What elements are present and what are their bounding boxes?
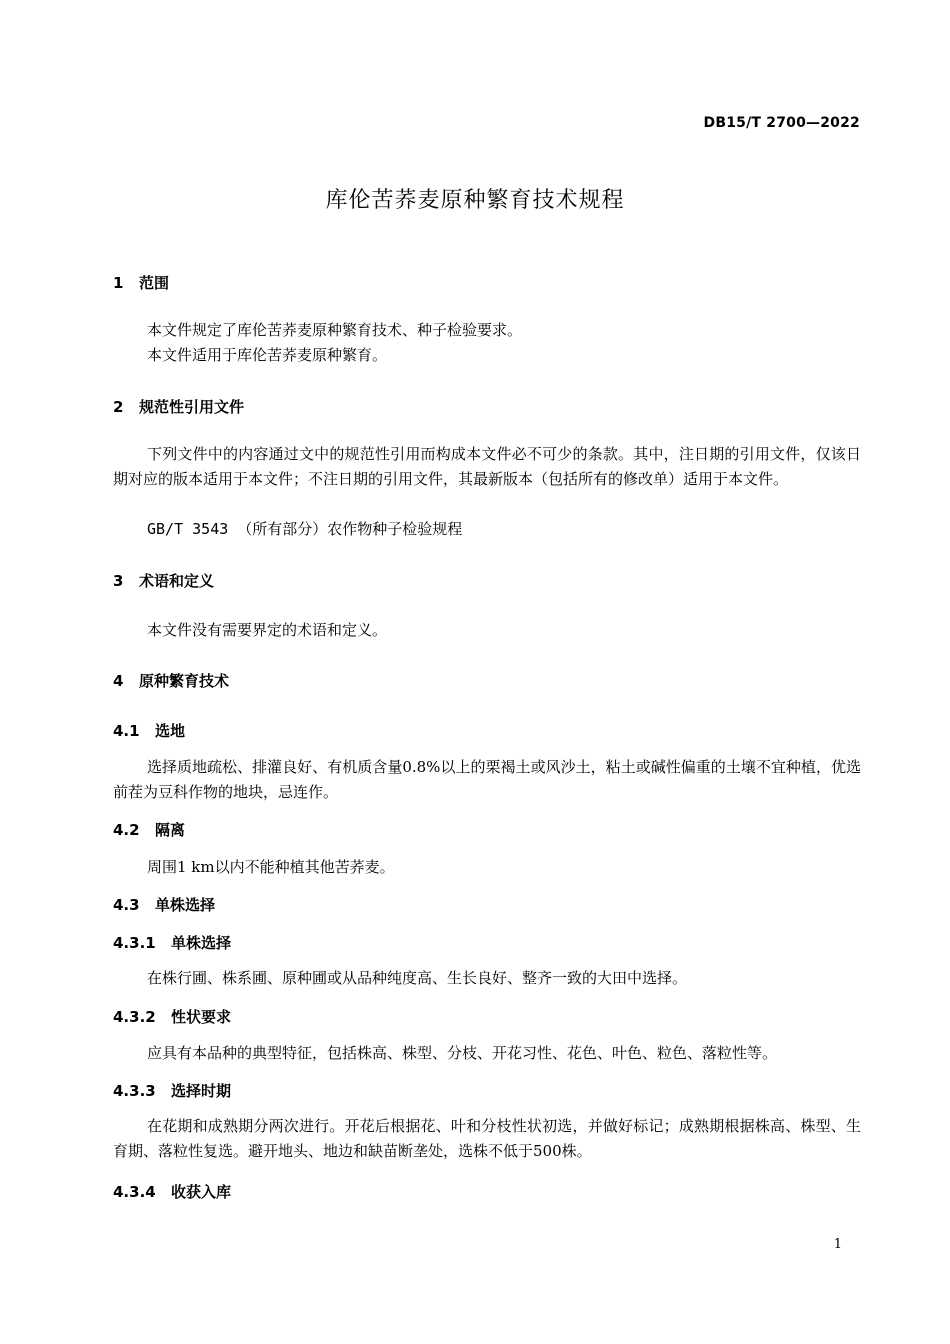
subsection-heading-4-1 [113,720,185,741]
page-number: 1 [833,1237,842,1252]
paragraph: 在株行圃、株系圃、原种圃或从品种纯度高、生长良好、整齐一致的大田中选择。 [147,969,688,987]
section-number: 1 [113,274,124,292]
normative-reference: GB/T 3543 （所有部分）农作物种子检验规程 [147,520,463,538]
section-number: 4.2 [113,821,140,839]
paragraph: 周围1 km以内不能种植其他苦荞麦。 [147,858,395,876]
subsection-heading-4-2 [113,819,185,840]
section-number: 4.3.2 [113,1008,156,1026]
document-id: DB15/T 2700—2022 [703,115,860,131]
paragraph: 本文件没有需要界定的术语和定义。 [147,621,388,639]
paragraph: 在花期和成熟期分两次进行。开花后根据花、叶和分枝性状初选，并做好标记；成熟期根据株高、株型、生育期、落粒性复选。避开地头、地边和缺苗断垄处，选株不低于500株。 [113,1117,861,1160]
section-number: 4.3.3 [113,1082,156,1100]
section-heading-2 [113,396,244,417]
subsection-heading-4-3-3 [113,1080,231,1101]
section-number: 4.3.1 [113,934,156,952]
page-title: 库伦苦荞麦原种繁育技术规程 [325,188,625,213]
subsection-heading-4-3-1 [113,932,231,953]
section-title: 原种繁育技术 [139,672,230,690]
section-title: 术语和定义 [139,572,215,590]
section-title: 隔离 [155,821,186,839]
section-number: 4.3 [113,896,140,914]
section-title: 单株选择 [155,896,216,914]
paragraph: 选择质地疏松、排灌良好、有机质含量0.8%以上的栗褐土或风沙土，粘土或碱性偏重的土壤不宜种植，优选前茬为豆科作物的地块，忌连作。 [113,758,861,801]
section-heading-4 [113,670,229,691]
section-title: 选地 [155,722,186,740]
section-title: 收获入库 [171,1183,232,1201]
section-number: 4.1 [113,722,140,740]
section-number: 4.3.4 [113,1183,156,1201]
section-title: 规范性引用文件 [139,398,245,416]
section-heading-3 [113,570,214,591]
subsection-heading-4-3-4 [113,1181,231,1202]
section-title: 性状要求 [171,1008,232,1026]
section-title: 范围 [139,274,170,292]
paragraph: 本文件适用于库伦苦荞麦原种繁育。 [147,346,388,364]
section-number: 4 [113,672,124,690]
subsection-heading-4-3-2 [113,1006,231,1027]
paragraph: 应具有本品种的典型特征，包括株高、株型、分枝、开花习性、花色、叶色、粒色、落粒性等。 [147,1044,778,1062]
paragraph: 下列文件中的内容通过文中的规范性引用而构成本文件必不可少的条款。其中，注日期的引用文件，仅该日期对应的版本适用于本文件；不注日期的引用文件，其最新版本（包括所有的修改单）适用于本文件。 [113,445,861,488]
section-heading-1 [113,272,169,293]
subsection-heading-4-3 [113,894,215,915]
section-number: 3 [113,572,124,590]
section-title: 单株选择 [171,934,232,952]
section-title: 选择时期 [171,1082,232,1100]
paragraph: 本文件规定了库伦苦荞麦原种繁育技术、种子检验要求。 [147,321,523,339]
section-number: 2 [113,398,124,416]
